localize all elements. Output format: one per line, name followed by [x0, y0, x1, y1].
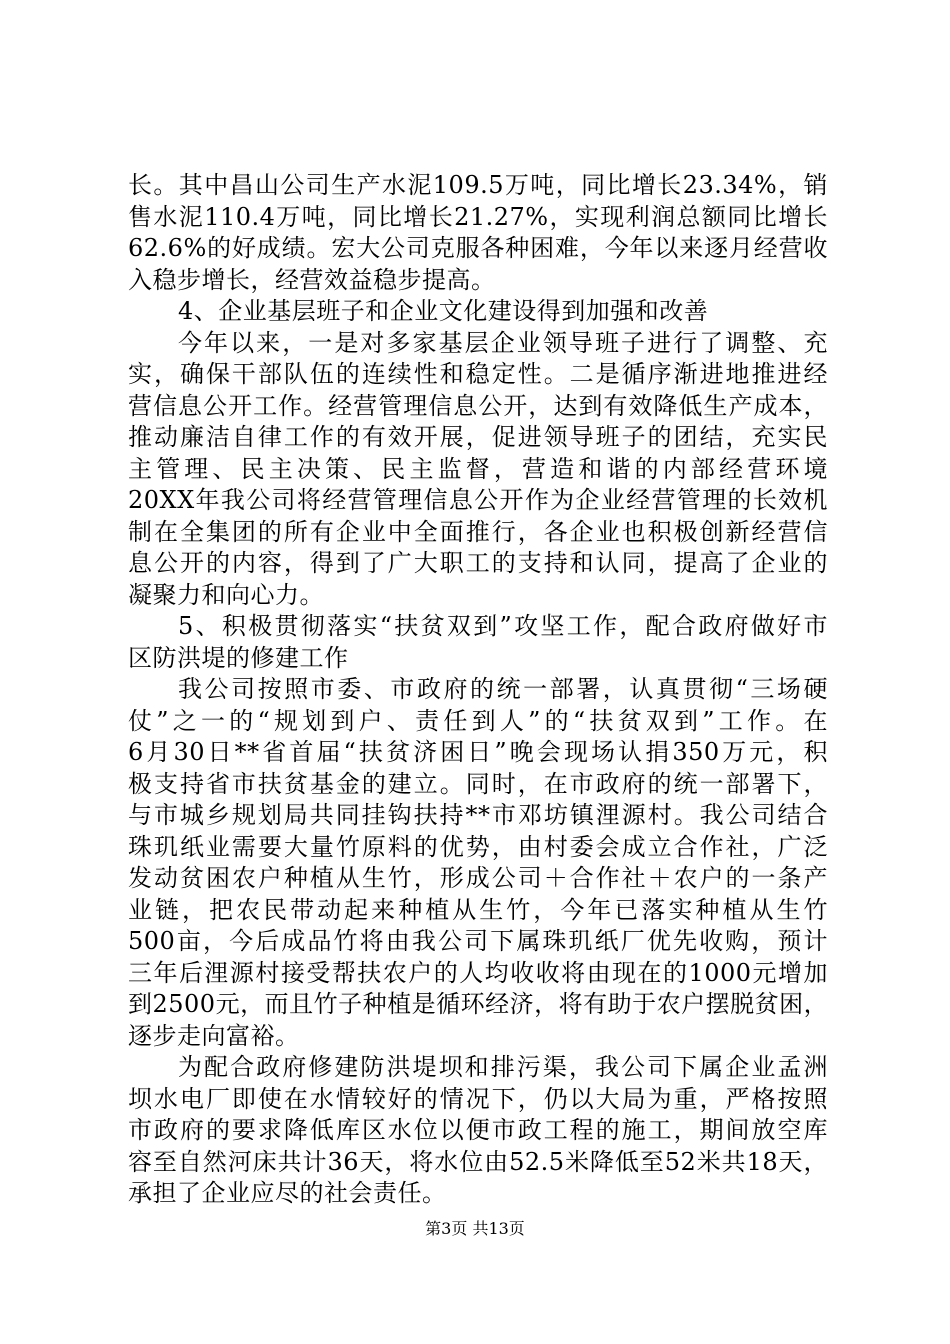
paragraph-production-results: [128, 170, 828, 296]
text-line: 6月30日**省首届“扶贫济困日”晚会现场认捐350万元，积: [128, 738, 828, 766]
text-line: 坝水电厂即使在水情较好的情况下，仍以大局为重，严格按照: [128, 1084, 828, 1113]
text-line: 制在全集团的所有企业中全面推行，各企业也积极创新经营信: [128, 517, 828, 546]
text-line: 我公司按照市委、市政府的统一部署，认真贯彻“三场硬: [178, 675, 828, 703]
text-line: 珠玑纸业需要大量竹原料的优势，由村委会成立合作社，广泛: [128, 832, 828, 861]
text-line: 为配合政府修建防洪堤坝和排污渠，我公司下属企业孟洲: [178, 1053, 828, 1081]
text-line: 主管理、民主决策、民主监督，营造和谐的内部经营环境: [128, 454, 828, 483]
page-footer: [0, 1216, 950, 1239]
document-body: [128, 170, 828, 1210]
text-line: 息公开的内容，得到了广大职工的支持和认同，提高了企业的: [128, 549, 828, 577]
text-line: 长。其中昌山公司生产水泥109.5万吨，同比增长23.34%，销: [128, 171, 828, 199]
text-line: 发动贫困农户种植从生竹，形成公司＋合作社＋农户的一条产: [128, 864, 828, 892]
text-line: 凝聚力和向心力。: [128, 580, 324, 609]
text-line: 入稳步增长，经营效益稳步提高。: [128, 265, 496, 294]
text-line: 三年后浬源村接受帮扶农户的人均收收将由现在的1000元增加: [128, 958, 828, 987]
text-line: 今年以来，一是对多家基层企业领导班子进行了调整、充: [178, 328, 828, 357]
paragraph-leadership: [128, 328, 828, 612]
text-line: 推动廉洁自律工作的有效开展，促进领导班子的团结，充实民: [128, 423, 828, 451]
text-line: 容至自然河床共计36天，将水位由52.5米降低至52米共18天，: [128, 1147, 828, 1176]
text-line: 20XX年我公司将经营管理信息公开作为企业经营管理的长效机: [128, 486, 828, 514]
text-line: 到2500元，而且竹子种植是循环经济，将有助于农户摆脱贫困，: [128, 990, 829, 1018]
text-line: 极支持省市扶贫基金的建立。同时，在市政府的统一部署下，: [128, 769, 828, 798]
section-heading: 4、企业基层班子和企业文化建设得到加强和改善: [178, 297, 709, 325]
heading-5: [128, 611, 828, 674]
text-line: 售水泥110.4万吨，同比增长21.27%，实现利润总额同比增长: [128, 202, 828, 231]
heading-4: [128, 296, 828, 328]
text-line: 承担了企业应尽的社会责任。: [128, 1179, 447, 1207]
text-line: 逐步走向富裕。: [128, 1021, 300, 1050]
section-heading: 区防洪堤的修建工作: [128, 643, 349, 672]
text-line: 业链，把农民带动起来种植从生竹，今年已落实种植从生竹: [128, 895, 828, 924]
section-heading: 5、积极贯彻落实“扶贫双到”攻坚工作，配合政府做好市: [178, 612, 828, 640]
text-line: 实，确保干部队伍的连续性和稳定性。二是循序渐进地推进经: [128, 360, 828, 388]
text-line: 500亩，今后成品竹将由我公司下属珠玑纸厂优先收购，预计: [128, 927, 828, 955]
text-line: 营信息公开工作。经营管理信息公开，达到有效降低生产成本，: [128, 391, 828, 420]
text-line: 与市城乡规划局共同挂钩扶持**市邓坊镇浬源村。我公司结合: [128, 801, 828, 829]
page-number: 第3页 共13页: [425, 1219, 525, 1238]
text-line: 市政府的要求降低库区水位以便市政工程的施工，期间放空库: [128, 1116, 828, 1144]
paragraph-poverty-relief: [128, 674, 828, 1052]
text-line: 仗”之一的“规划到户、责任到人”的“扶贫双到”工作。在: [128, 706, 828, 735]
paragraph-flood-control: [128, 1052, 828, 1210]
text-line: 62.6%的好成绩。宏大公司克服各种困难，今年以来逐月经营收: [128, 234, 828, 262]
